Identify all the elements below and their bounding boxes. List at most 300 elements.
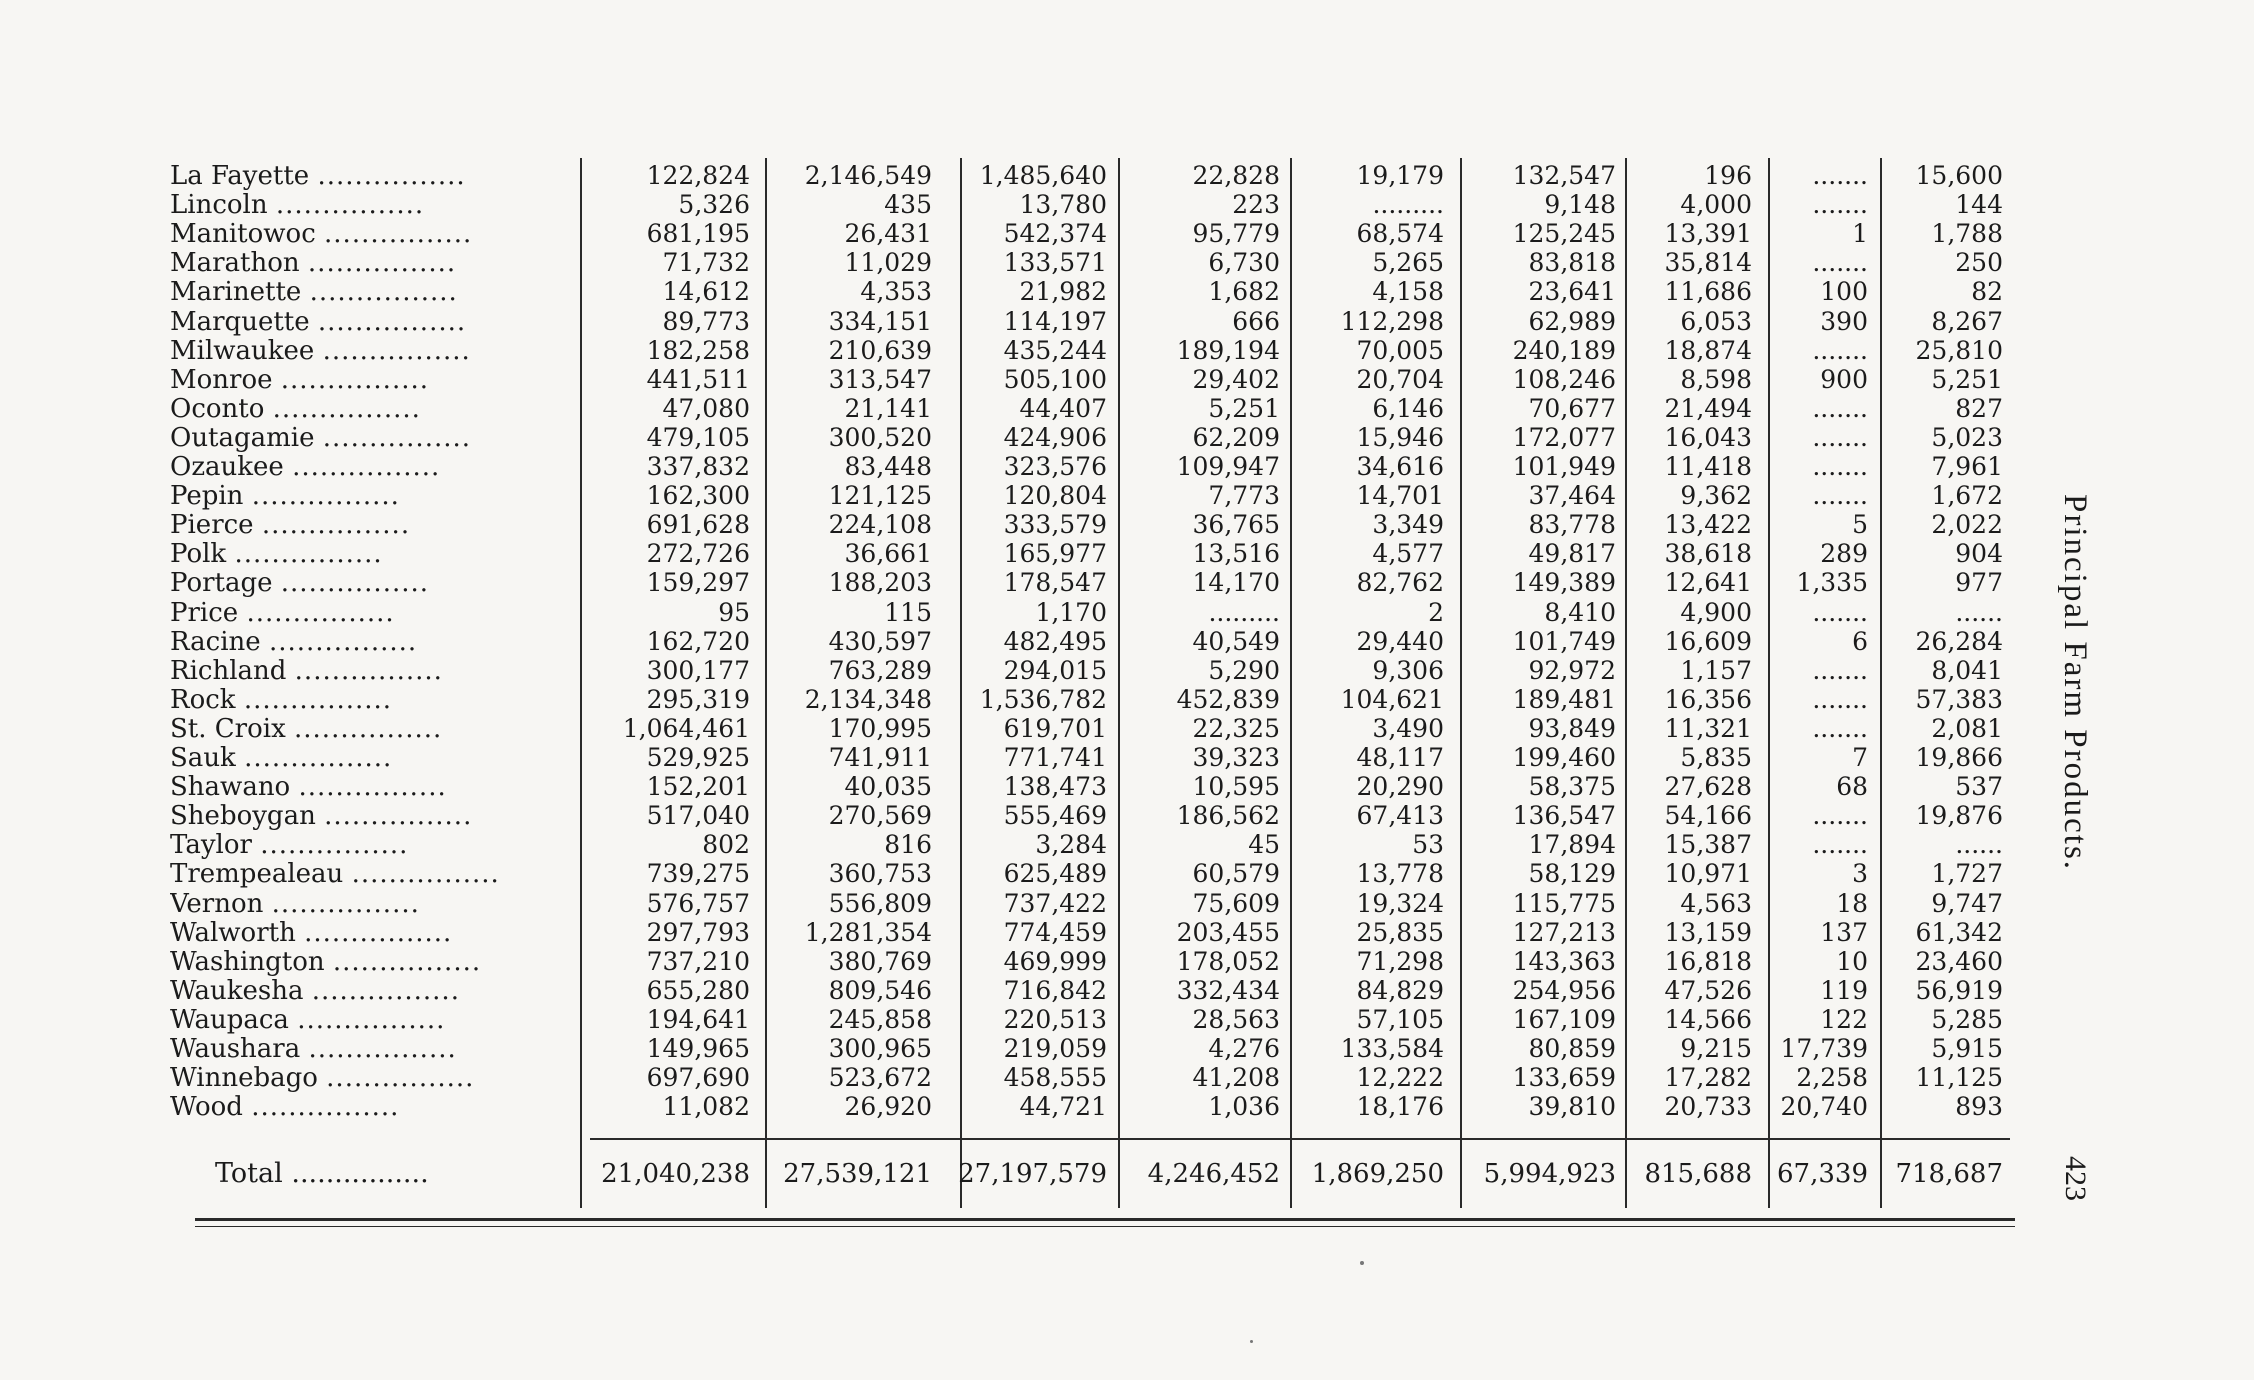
table-cell: 763,289	[828, 656, 932, 685]
table-cell: 15,387	[1664, 830, 1752, 859]
table-cell: 435	[884, 190, 932, 219]
total-label-text: Total	[215, 1158, 283, 1189]
table-cell: 11,686	[1664, 277, 1752, 306]
county-name	[170, 686, 580, 714]
table-cell: 203,455	[1176, 918, 1280, 947]
table-cell: 430,597	[828, 627, 932, 656]
table-cell: 1,335	[1796, 568, 1868, 597]
table-cell: 2,134,348	[804, 685, 932, 714]
dot-leader: ................	[268, 628, 418, 656]
table-cell: .......	[1812, 656, 1868, 685]
county-name	[170, 599, 580, 627]
table-cell: 44,721	[1019, 1092, 1107, 1121]
table-cell: 576,757	[646, 889, 750, 918]
table-cell: 2	[1428, 598, 1444, 627]
table-cell: 20,290	[1356, 772, 1444, 801]
table-cell: 109,947	[1176, 452, 1280, 481]
dot-leader: ................	[280, 366, 429, 394]
table-cell: 75,609	[1192, 889, 1280, 918]
total-row-label	[215, 1154, 585, 1194]
table-cell: 458,555	[1003, 1063, 1107, 1092]
table-cell: 655,280	[646, 976, 750, 1005]
dot-leader: ................	[246, 599, 395, 627]
table-cell: 435,244	[1003, 336, 1107, 365]
print-speck	[1360, 1261, 1364, 1265]
dot-leader: ................	[292, 453, 441, 481]
table-cell: 143,363	[1512, 947, 1616, 976]
total-cell: 27,197,579	[958, 1159, 1107, 1189]
table-cell: 68	[1836, 772, 1868, 801]
table-cell: 737,210	[646, 947, 750, 976]
table-cell: 71,298	[1356, 947, 1444, 976]
table-cell: 149,965	[646, 1034, 750, 1063]
dot-leader: ................	[308, 1035, 457, 1063]
dot-leader: ................	[324, 802, 473, 830]
table-cell: 1	[1852, 219, 1868, 248]
table-cell: 11,029	[844, 248, 932, 277]
table-cell: 5,326	[678, 190, 750, 219]
table-cell: 112,298	[1340, 307, 1444, 336]
table-cell: 89,773	[662, 307, 750, 336]
table-cell: 120,804	[1003, 481, 1107, 510]
table-cell: 54,166	[1664, 801, 1752, 830]
table-cell: 14,566	[1664, 1005, 1752, 1034]
county-label: Wood	[170, 1093, 243, 1121]
county-name	[170, 860, 580, 888]
dot-leader: ................	[251, 1093, 400, 1121]
county-name	[170, 1064, 580, 1092]
table-cell: .......	[1812, 830, 1868, 859]
table-cell: 53	[1412, 830, 1444, 859]
county-label: Monroe	[170, 366, 273, 394]
county-label: Winnebago	[170, 1064, 318, 1092]
table-cell: 21,141	[844, 394, 932, 423]
county-name	[170, 220, 580, 248]
table-cell: 9,747	[1931, 889, 2003, 918]
table-cell: 127,213	[1512, 918, 1616, 947]
table-cell: .......	[1812, 598, 1868, 627]
table-cell: 57,383	[1915, 685, 2003, 714]
total-cell: 815,688	[1644, 1159, 1752, 1189]
table-cell: 210,639	[828, 336, 932, 365]
running-head: Principal Farm Products.	[2057, 494, 2093, 872]
county-name	[170, 278, 580, 306]
table-cell: 300,177	[646, 656, 750, 685]
dot-leader: ................	[271, 890, 420, 918]
table-cell: 220,513	[1003, 1005, 1107, 1034]
table-cell: 619,701	[1003, 714, 1107, 743]
dot-leader: ................	[317, 162, 466, 190]
table-cell: .........	[1208, 598, 1280, 627]
county-name	[170, 744, 580, 772]
print-speck	[1250, 1340, 1253, 1343]
table-cell: 10,971	[1664, 859, 1752, 888]
table-cell: 19,179	[1356, 161, 1444, 190]
table-cell: 9,362	[1680, 481, 1752, 510]
table-cell: 100	[1820, 277, 1868, 306]
table-cell: 289	[1820, 539, 1868, 568]
county-name	[170, 1093, 580, 1121]
table-cell: 13,778	[1356, 859, 1444, 888]
county-name	[170, 482, 580, 510]
table-cell: 189,481	[1512, 685, 1616, 714]
table-cell: 19,876	[1915, 801, 2003, 830]
table-cell: 25,835	[1356, 918, 1444, 947]
table-cell: 1,157	[1680, 656, 1752, 685]
table-cell: 697,690	[646, 1063, 750, 1092]
table-cell: 133,571	[1003, 248, 1107, 277]
table-cell: 3	[1852, 859, 1868, 888]
table-cell: 122,824	[646, 161, 750, 190]
table-cell: 167,109	[1512, 1005, 1616, 1034]
table-cell: 122	[1820, 1005, 1868, 1034]
table-cell: 17,739	[1780, 1034, 1868, 1063]
table-cell: 178,052	[1176, 947, 1280, 976]
column-divider	[1460, 158, 1462, 1208]
table-cell: 13,780	[1019, 190, 1107, 219]
dot-leader: ................	[294, 657, 443, 685]
county-label: Price	[170, 599, 239, 627]
table-cell: 45	[1248, 830, 1280, 859]
table-cell: 529,925	[646, 743, 750, 772]
county-label: Waushara	[170, 1035, 301, 1063]
table-cell: 19,324	[1356, 889, 1444, 918]
table-cell: 39,323	[1192, 743, 1280, 772]
table-cell: 2,022	[1931, 510, 2003, 539]
table-cell: 57,105	[1356, 1005, 1444, 1034]
table-cell: 20,704	[1356, 365, 1444, 394]
table-cell: 1,672	[1931, 481, 2003, 510]
table-cell: 41,208	[1192, 1063, 1280, 1092]
dot-leader: ................	[280, 569, 430, 597]
county-name	[170, 657, 580, 685]
table-cell: 178,547	[1003, 568, 1107, 597]
table-cell: 250	[1955, 248, 2003, 277]
column-divider	[765, 158, 767, 1208]
table-cell: 295,319	[646, 685, 750, 714]
dot-leader: ................	[244, 744, 393, 772]
table-cell: 92,972	[1528, 656, 1616, 685]
dot-leader: ................	[272, 395, 421, 423]
table-cell: 1,788	[1931, 219, 2003, 248]
table-cell: 29,440	[1356, 627, 1444, 656]
table-cell: 44,407	[1019, 394, 1107, 423]
county-name	[170, 948, 580, 976]
county-label: Marinette	[170, 278, 302, 306]
table-cell: 3,490	[1372, 714, 1444, 743]
table-cell: 138,473	[1003, 772, 1107, 801]
table-cell: 36,765	[1192, 510, 1280, 539]
county-name	[170, 919, 580, 947]
table-cell: 11,418	[1664, 452, 1752, 481]
table-cell: 70,677	[1528, 394, 1616, 423]
table-cell: 4,900	[1680, 598, 1752, 627]
county-label: Ozaukee	[170, 453, 284, 481]
table-cell: 482,495	[1003, 627, 1107, 656]
table-cell: 977	[1955, 568, 2003, 597]
table-cell: 5,251	[1208, 394, 1280, 423]
table-cell: 479,105	[646, 423, 750, 452]
table-cell: .......	[1812, 336, 1868, 365]
table-cell: 4,276	[1208, 1034, 1280, 1063]
table-cell: 188,203	[828, 568, 932, 597]
table-cell: 337,832	[646, 452, 750, 481]
page-number: 423	[2059, 1156, 2092, 1201]
county-label: St. Croix	[170, 715, 286, 743]
table-cell: 37,464	[1528, 481, 1616, 510]
dot-leader: ................	[322, 424, 472, 452]
table-cell: 313,547	[828, 365, 932, 394]
table-cell: 5,915	[1931, 1034, 2003, 1063]
table-cell: 11,321	[1664, 714, 1752, 743]
table-cell: 13,159	[1664, 918, 1752, 947]
dot-leader: ................	[261, 511, 411, 539]
county-label: Vernon	[170, 890, 264, 918]
table-cell: 333,579	[1003, 510, 1107, 539]
table-cell: 115	[884, 598, 932, 627]
table-cell: 7,773	[1208, 481, 1280, 510]
county-label: Waupaca	[170, 1006, 289, 1034]
dot-leader: ................	[351, 860, 500, 888]
table-cell: 84,829	[1356, 976, 1444, 1005]
table-cell: 625,489	[1003, 859, 1107, 888]
table-cell: 240,189	[1512, 336, 1616, 365]
table-cell: 27,628	[1664, 772, 1752, 801]
table-cell: .......	[1812, 248, 1868, 277]
table-cell: 300,520	[828, 423, 932, 452]
dot-leader: ................	[317, 308, 467, 336]
table-cell: 58,129	[1528, 859, 1616, 888]
table-cell: 666	[1232, 307, 1280, 336]
table-cell: 737,422	[1003, 889, 1107, 918]
table-cell: 294,015	[1003, 656, 1107, 685]
table-cell: 4,000	[1680, 190, 1752, 219]
table-cell: 39,810	[1528, 1092, 1616, 1121]
table-cell: 21,982	[1019, 277, 1107, 306]
table-cell: 108,246	[1512, 365, 1616, 394]
table-cell: 334,151	[828, 307, 932, 336]
table-cell: 21,494	[1664, 394, 1752, 423]
table-cell: 133,659	[1512, 1063, 1616, 1092]
table-cell: 40,035	[844, 772, 932, 801]
table-cell: 95	[718, 598, 750, 627]
table-cell: 70,005	[1356, 336, 1444, 365]
table-cell: 49,817	[1528, 539, 1616, 568]
table-cell: 137	[1820, 918, 1868, 947]
table-cell: 121,125	[828, 481, 932, 510]
table-cell: 2,258	[1796, 1063, 1868, 1092]
total-dot-leader: ................	[291, 1158, 429, 1189]
county-name	[170, 1035, 580, 1063]
table-cell: 4,563	[1680, 889, 1752, 918]
table-cell: 68,574	[1356, 219, 1444, 248]
table-cell: 4,353	[860, 277, 932, 306]
dot-leader: ................	[304, 919, 453, 947]
table-cell: 9,215	[1680, 1034, 1752, 1063]
table-cell: 2,081	[1931, 714, 2003, 743]
table-cell: 272,726	[646, 539, 750, 568]
dot-leader: ................	[275, 191, 425, 219]
table-cell: .......	[1812, 714, 1868, 743]
table-cell: 47,526	[1664, 976, 1752, 1005]
table-cell: 555,469	[1003, 801, 1107, 830]
table-cell: .......	[1812, 481, 1868, 510]
table-cell: 115,775	[1512, 889, 1616, 918]
table-cell: 58,375	[1528, 772, 1616, 801]
table-cell: 6,146	[1372, 394, 1444, 423]
table-cell: 452,839	[1176, 685, 1280, 714]
table-cell: 8,041	[1931, 656, 2003, 685]
table-cell: 80,859	[1528, 1034, 1616, 1063]
table-cell: 441,511	[646, 365, 750, 394]
table-cell: 14,612	[662, 277, 750, 306]
total-cell: 1,869,250	[1311, 1159, 1444, 1189]
table-cell: 23,641	[1528, 277, 1616, 306]
county-name	[170, 395, 580, 423]
county-name	[170, 453, 580, 481]
table-cell: 809,546	[828, 976, 932, 1005]
table-cell: 2,146,549	[804, 161, 932, 190]
table-cell: 11,082	[662, 1092, 750, 1121]
table-cell: 1,281,354	[804, 918, 932, 947]
table-cell: 162,720	[646, 627, 750, 656]
dot-leader: ................	[309, 278, 458, 306]
table-cell: 469,999	[1003, 947, 1107, 976]
table-cell: 681,195	[646, 219, 750, 248]
county-label: Outagamie	[170, 424, 315, 452]
table-cell: 18,176	[1356, 1092, 1444, 1121]
table-cell: 1,485,640	[979, 161, 1107, 190]
table-cell: 93,849	[1528, 714, 1616, 743]
table-cell: 199,460	[1512, 743, 1616, 772]
table-cell: 8,410	[1544, 598, 1616, 627]
table-cell: 23,460	[1915, 947, 2003, 976]
table-cell: 323,576	[1003, 452, 1107, 481]
bottom-rule-thin	[195, 1226, 2015, 1227]
table-cell: 1,536,782	[979, 685, 1107, 714]
table-cell: 125,245	[1512, 219, 1616, 248]
county-label: Washington	[170, 948, 325, 976]
table-cell: 390	[1820, 307, 1868, 336]
table-cell: 60,579	[1192, 859, 1280, 888]
table-cell: 3,284	[1035, 830, 1107, 859]
dot-leader: ................	[297, 1006, 446, 1034]
table-cell: 14,170	[1192, 568, 1280, 597]
table-cell: 13,391	[1664, 219, 1752, 248]
table-cell: 691,628	[646, 510, 750, 539]
table-cell: 5,285	[1931, 1005, 2003, 1034]
table-cell: 16,818	[1664, 947, 1752, 976]
table-cell: 95,779	[1192, 219, 1280, 248]
table-cell: 194,641	[646, 1005, 750, 1034]
table-cell: 802	[702, 830, 750, 859]
table-cell: 6,730	[1208, 248, 1280, 277]
county-name	[170, 977, 580, 1005]
table-cell: 101,749	[1512, 627, 1616, 656]
table-cell: 5	[1852, 510, 1868, 539]
county-name	[170, 831, 580, 859]
table-cell: 152,201	[646, 772, 750, 801]
table-cell: 114,197	[1003, 307, 1107, 336]
table-cell: 26,431	[844, 219, 932, 248]
table-cell: 15,600	[1915, 161, 2003, 190]
county-name	[170, 569, 580, 597]
county-label: Richland	[170, 657, 287, 685]
table-cell: 5,290	[1208, 656, 1280, 685]
table-cell: .......	[1812, 685, 1868, 714]
table-cell: 771,741	[1003, 743, 1107, 772]
table-cell: 6,053	[1680, 307, 1752, 336]
table-cell: 82	[1971, 277, 2003, 306]
table-cell: 83,778	[1528, 510, 1616, 539]
county-name	[170, 890, 580, 918]
county-name	[170, 628, 580, 656]
table-cell: 13,516	[1192, 539, 1280, 568]
table-cell: 1,170	[1035, 598, 1107, 627]
table-cell: 14,701	[1356, 481, 1444, 510]
county-name	[170, 715, 580, 743]
table-cell: 34,616	[1356, 452, 1444, 481]
table-cell: .......	[1812, 394, 1868, 423]
table-cell: 523,672	[828, 1063, 932, 1092]
table-cell: 8,598	[1680, 365, 1752, 394]
table-cell: 83,818	[1528, 248, 1616, 277]
table-cell: 245,858	[828, 1005, 932, 1034]
table-cell: 7,961	[1931, 452, 2003, 481]
table-cell: 424,906	[1003, 423, 1107, 452]
dot-leader: ................	[311, 977, 460, 1005]
table-cell: 739,275	[646, 859, 750, 888]
county-label: Taylor	[170, 831, 252, 859]
table-cell: 9,306	[1372, 656, 1444, 685]
table-cell: 224,108	[828, 510, 932, 539]
table-cell: 36,661	[844, 539, 932, 568]
county-label: Portage	[170, 569, 273, 597]
table-cell: 10,595	[1192, 772, 1280, 801]
dot-leader: ................	[243, 686, 393, 714]
table-cell: 62,209	[1192, 423, 1280, 452]
dot-leader: ................	[298, 773, 447, 801]
table-cell: 20,740	[1780, 1092, 1868, 1121]
table-cell: 270,569	[828, 801, 932, 830]
table-cell: 35,814	[1664, 248, 1752, 277]
table-cell: 186,562	[1176, 801, 1280, 830]
total-cell: 67,339	[1777, 1159, 1868, 1189]
county-label: Walworth	[170, 919, 296, 947]
table-cell: 904	[1955, 539, 2003, 568]
table-cell: 162,300	[646, 481, 750, 510]
table-cell: 5,265	[1372, 248, 1444, 277]
table-cell: 380,769	[828, 947, 932, 976]
table-cell: 3,349	[1372, 510, 1444, 539]
table-cell: 25,810	[1915, 336, 2003, 365]
table-cell: 5,023	[1931, 423, 2003, 452]
table-cell: 537	[1955, 772, 2003, 801]
county-label: Pepin	[170, 482, 244, 510]
table-cell: 18	[1836, 889, 1868, 918]
table-cell: 13,422	[1664, 510, 1752, 539]
dot-leader: ................	[324, 220, 473, 248]
column-divider	[1118, 158, 1120, 1208]
bottom-rule-thick	[195, 1218, 2015, 1221]
dot-leader: ................	[322, 337, 471, 365]
county-name	[170, 366, 580, 394]
table-cell: 182,258	[646, 336, 750, 365]
county-label: Sauk	[170, 744, 236, 772]
table-cell: 7	[1852, 743, 1868, 772]
table-cell: 189,194	[1176, 336, 1280, 365]
table-cell: 1,064,461	[622, 714, 750, 743]
